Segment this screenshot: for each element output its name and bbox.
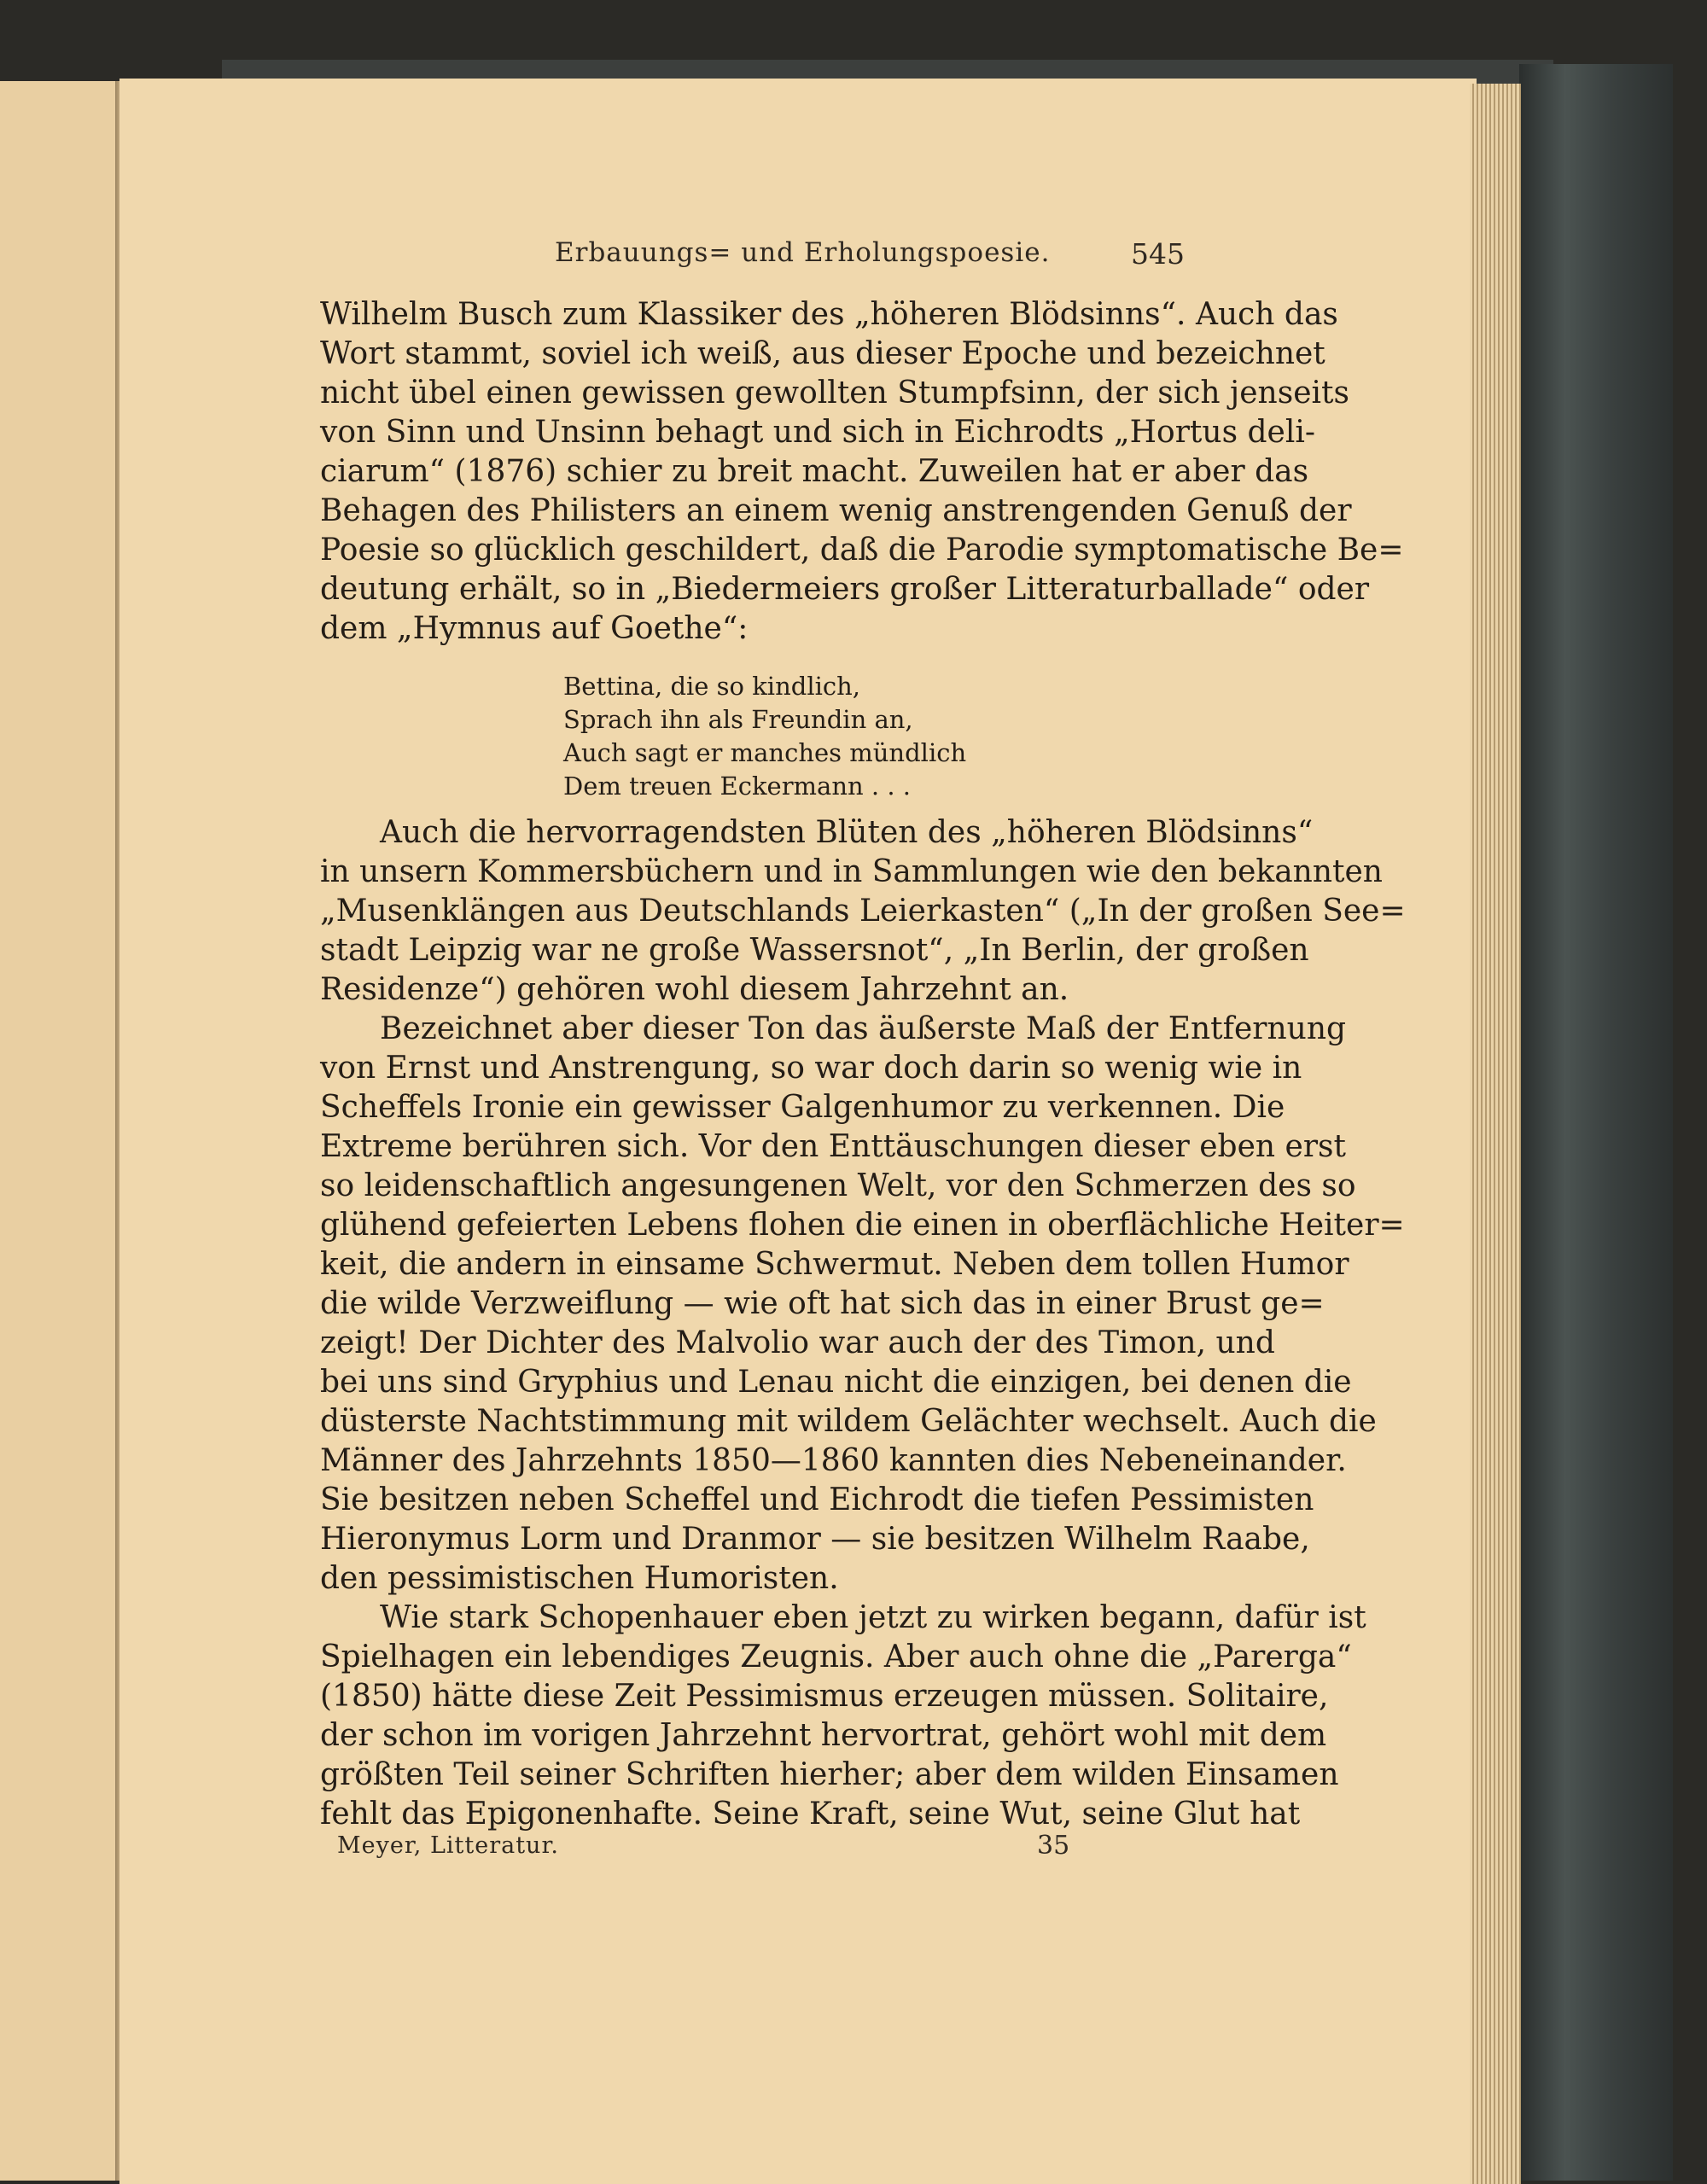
text-line: ciarum“ (1876) schier zu breit macht. Zuweilen hat er aber das — [320, 454, 1309, 489]
text-line: fehlt das Epigonenhafte. Seine Kraft, seine Wut, seine Glut hat — [320, 1797, 1301, 1832]
left-page — [0, 81, 119, 2181]
text-line: nicht übel einen gewissen gewollten Stumpfsinn, der sich jenseits — [320, 376, 1349, 411]
text-line: Wilhelm Busch zum Klassiker des „höheren Blödsinns“. Auch das — [320, 297, 1338, 332]
text-line: Spielhagen ein lebendiges Zeugnis. Aber auch ohne die „Parerga“ — [320, 1639, 1352, 1674]
text-line: Männer des Jahrzehnts 1850—1860 kannten dies Nebeneinander. — [320, 1443, 1347, 1478]
text-line: (1850) hätte diese Zeit Pessimismus erzeugen müssen. Solitaire, — [320, 1679, 1329, 1714]
text-line: Extreme berühren sich. Vor den Enttäuschungen dieser eben erst — [320, 1129, 1346, 1164]
page-edges — [1470, 84, 1521, 2184]
text-line: „Musenklängen aus Deutschlands Leierkasten“ („In der großen See= — [320, 894, 1406, 929]
text-line: Poesie so glücklich geschildert, daß die Parodie symptomatische Be= — [320, 533, 1404, 568]
text-line: Auch die hervorragendsten Blüten des „höheren Blödsinns“ — [380, 815, 1314, 850]
text-line: Behagen des Philisters an einem wenig anstrengenden Genuß der — [320, 493, 1352, 528]
text-line: keit, die andern in einsame Schwermut. Neben dem tollen Humor — [320, 1247, 1349, 1282]
text-line: düsterste Nachtstimmung mit wildem Gelächter wechselt. Auch die — [320, 1404, 1377, 1439]
verse-line: Auch sagt er manches mündlich — [563, 738, 967, 767]
text-line: Hieronymus Lorm und Dranmor — sie besitzen Wilhelm Raabe, — [320, 1522, 1310, 1557]
text-line: in unsern Kommersbüchern und in Sammlungen wie den bekannten — [320, 854, 1383, 889]
printer-signature: Meyer, Litteratur. — [337, 1832, 559, 1859]
text-line: Wie stark Schopenhauer eben jetzt zu wirken begann, dafür ist — [380, 1600, 1366, 1635]
sheet-number: 35 — [1037, 1831, 1070, 1861]
text-line: stadt Leipzig war ne große Wassersnot“, „In Berlin, der großen — [320, 933, 1309, 968]
page-number: 545 — [1131, 237, 1185, 271]
text-line: zeigt! Der Dichter des Malvolio war auch der des Timon, und — [320, 1325, 1275, 1360]
verse-line: Bettina, die so kindlich, — [563, 672, 861, 701]
text-line: Residenze“) gehören wohl diesem Jahrzehnt an. — [320, 972, 1069, 1007]
text-line: Sie besitzen neben Scheffel und Eichrodt die tiefen Pessimisten — [320, 1482, 1314, 1517]
text-line: Bezeichnet aber dieser Ton das äußerste Maß der Entfernung — [380, 1011, 1347, 1046]
text-line: der schon im vorigen Jahrzehnt hervortrat, gehört wohl mit dem — [320, 1718, 1327, 1753]
text-line: so leidenschaftlich angesungenen Welt, vor den Schmerzen des so — [320, 1168, 1356, 1203]
running-head: Erbauungs= und Erholungspoesie. — [555, 237, 1051, 268]
text-line: von Sinn und Unsinn behagt und sich in Eichrodts „Hortus deli- — [320, 415, 1316, 450]
text-line: glühend gefeierten Lebens flohen die einen in oberflächliche Heiter= — [320, 1208, 1405, 1243]
text-line: größten Teil seiner Schriften hierher; aber dem wilden Einsamen — [320, 1757, 1339, 1792]
text-line: dem „Hymnus auf Goethe“: — [320, 611, 749, 646]
text-line: deutung erhält, so in „Biedermeiers großer Litteraturballade“ oder — [320, 572, 1370, 607]
text-line: Wort stammt, soviel ich weiß, aus dieser Epoche und bezeichnet — [320, 336, 1325, 371]
text-line: von Ernst und Anstrengung, so war doch darin so wenig wie in — [320, 1051, 1302, 1086]
verse-line: Dem treuen Eckermann . . . — [563, 772, 912, 801]
verse-line: Sprach ihn als Freundin an, — [563, 705, 913, 734]
text-line: die wilde Verzweiflung — wie oft hat sich das in einer Brust ge= — [320, 1286, 1325, 1321]
book-cover-right — [1519, 64, 1673, 2181]
text-line: den pessimistischen Humoristen. — [320, 1561, 839, 1596]
text-line: Scheffels Ironie ein gewisser Galgenhumor zu verkennen. Die — [320, 1090, 1285, 1125]
text-line: bei uns sind Gryphius und Lenau nicht die einzigen, bei denen die — [320, 1365, 1352, 1400]
